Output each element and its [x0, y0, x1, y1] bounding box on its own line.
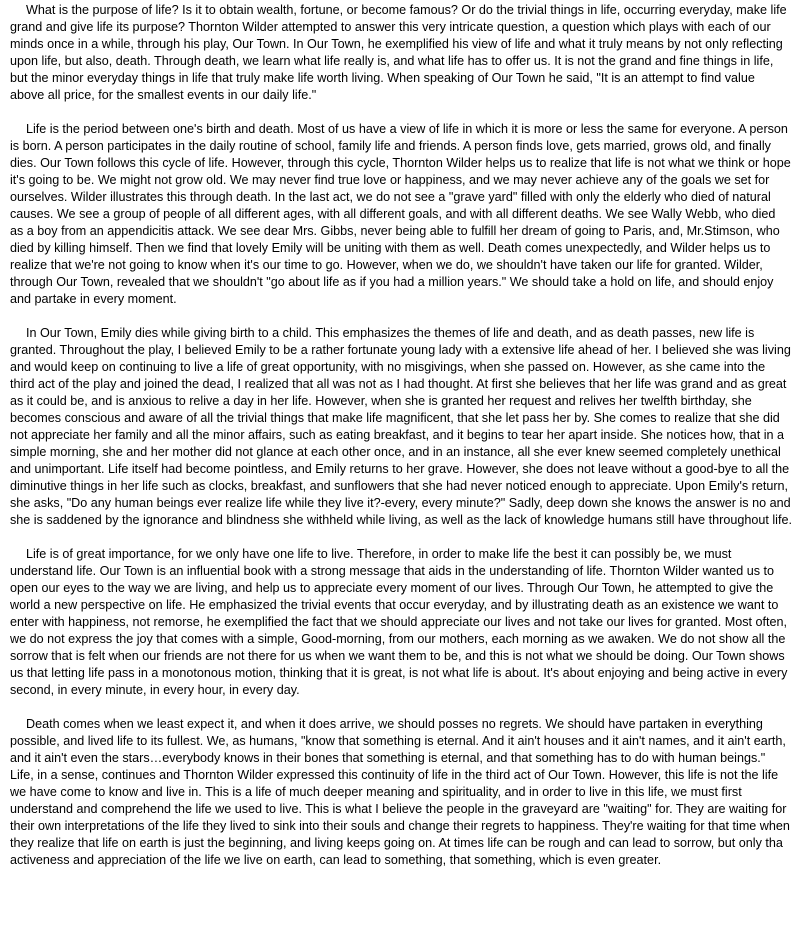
paragraph-importance-of-life: Life is of great importance, for we only have one life to live. Therefore, in order to make life the best it can possibly be, we must understand life. Our Town is an influential book with a strong message that aids in the understanding of life. Thornton Wilder wanted us to open our eyes to the way we are living, and help us to appreciate every moment of our lives. Through Our Town, he attempted to give the world a new perspective on life. He emphasized the trivial events that occur everyday, and by illustrating death as an existence we want to enter with happiness, not remorse, he exemplified the fact that we should appreciate our lives and not take our lives for granted. Most often, we do not express the joy that comes with a simple, Good-morning, from our mothers, each morning as we awaken. We do not show all the sorrow that is felt when our friends are not there for us when we want them to be, and this is not what we should be doing. Our Town shows us that letting life pass in a monotonous motion, thinking that it is great, is not what life is about. It's about enjoying and being active in every second, in every minute, in every hour, in every day.	[10, 547, 788, 697]
paragraph-emily: In Our Town, Emily dies while giving birth to a child. This emphasizes the themes of life and death, and as death passes, new life is granted. Throughout the play, I believed Emily to be a rather fortunate young lady with a extensive life ahead of her. I believed she was living and would keep on continuing to live a life of great opportunity, with no misgivings, when she passed on. However, as she came into the third act of the play and joined the dead, I realized that all was not as I had thought. At first she believes that her life was grand and as great as it could be, and is anxious to relive a day in her life. However, when she is granted her request and relives her twelfth birthday, she becomes conscious and aware of all the trivial things that make life magnificent, that she let pass her by. She comes to realize that she did not appreciate her family and all the minor affairs, such as eating breakfast, and it begins to tear her apart inside. She notices how, that in a simple morning, she and her mother did not glance at each other once, and in an instance, all she ever knew seemed completely unethical and unimportant. Life itself had become pointless, and Emily returns to her grave. However, she does not leave without a good-bye to all the diminutive things in her life such as clocks, breakfast, and sunflowers that she had never noticed enough to appreciate. Upon Emily's return, she asks, "Do any human beings ever realize life while they live it?-every, every minute?" Sadly, deep down she knows the answer is no and she is saddened by the ignorance and blindness she withheld while living, as well as the lack of knowledge humans still have throughout life.	[10, 326, 792, 527]
paragraph-death-and-eternity: Death comes when we least expect it, and when it does arrive, we should posses no regrets. We should have partaken in everything possible, and lived life to its fullest. We, as humans, "know that something is eternal. And it ain't houses and it ain't names, and it ain't earth, and it ain't even the stars…everybody knows in their bones that something is eternal, and that something has to do with human beings." Life, in a sense, continues and Thornton Wilder expressed this continuity of life in the third act of Our Town. However, this life is not the life we have come to know and live in. This is a life of much deeper meaning and spirituality, and in order to live in this life, we must first understand and comprehend the life we used to live. This is what I believe the people in the graveyard are "waiting" for. They are waiting for their own interpretations of the life they lived to sink into their souls and change their regrets to happiness. They're waiting for that time when they realize that life on earth is just the beginning, and living keeps going on. At times life can be rough and can lead to sorrow, but only tha activeness and appreciation of the life we live on earth, can lead to something, that something, which is even greater.	[10, 717, 790, 867]
paragraph-life-and-death: Life is the period between one's birth and death. Most of us have a view of life in which it is more or less the same for everyone. A person is born. A person participates in the daily routine of school, family life and friends. A person finds love, gets married, grows old, and finally dies. Our Town follows this cycle of life. However, through this cycle, Thornton Wilder helps us to realize that life is not what we think or hope it's going to be. We might not grow old. We may never find true love or happiness, and we may never achieve any of the goals we set for ourselves. Wilder illustrates this through death. In the last act, we do not see a "grave yard" filled with only the elderly who died of natural causes. We see a group of people of all different ages, with all different goals, and with all different deaths. We see Wally Webb, who died as a boy from an appendicitis attack. We see dear Mrs. Gibbs, never being able to fulfill her dream of going to Paris, and, Mr.Stimson, who died by killing himself. Then we find that lovely Emily will be uniting with them as well. Death comes unexpectedly, and Wilder helps us to realize that we're not going to know when it's our time to go. However, when we do, we shouldn't have taken our life for granted. Wilder, through Our Town, revealed that we shouldn't "go about life as if you had a million years." We should take a hold on life, and should enjoy and partake in every moment.	[10, 122, 791, 306]
essay-document	[10, 2, 792, 869]
paragraph-purpose-of-life: What is the purpose of life? Is it to obtain wealth, fortune, or become famous? Or do the trivial things in life, occurring everyday, make life grand and give life its purpose? Thornton Wilder attempted to answer this very intricate question, a question which plays with each of our minds once in a while, through his play, Our Town. In Our Town, he exemplified his view of life and what it truly means by not only reflecting upon life, but also, death. Through death, we learn what life really is, and what life has to offer us. It is not the grand and fine things in life, but the minor everyday things in life that truly make life worth living. When speaking of Our Town he said, "It is an attempt to find value above all price, for the smallest events in our daily life."	[10, 3, 787, 102]
